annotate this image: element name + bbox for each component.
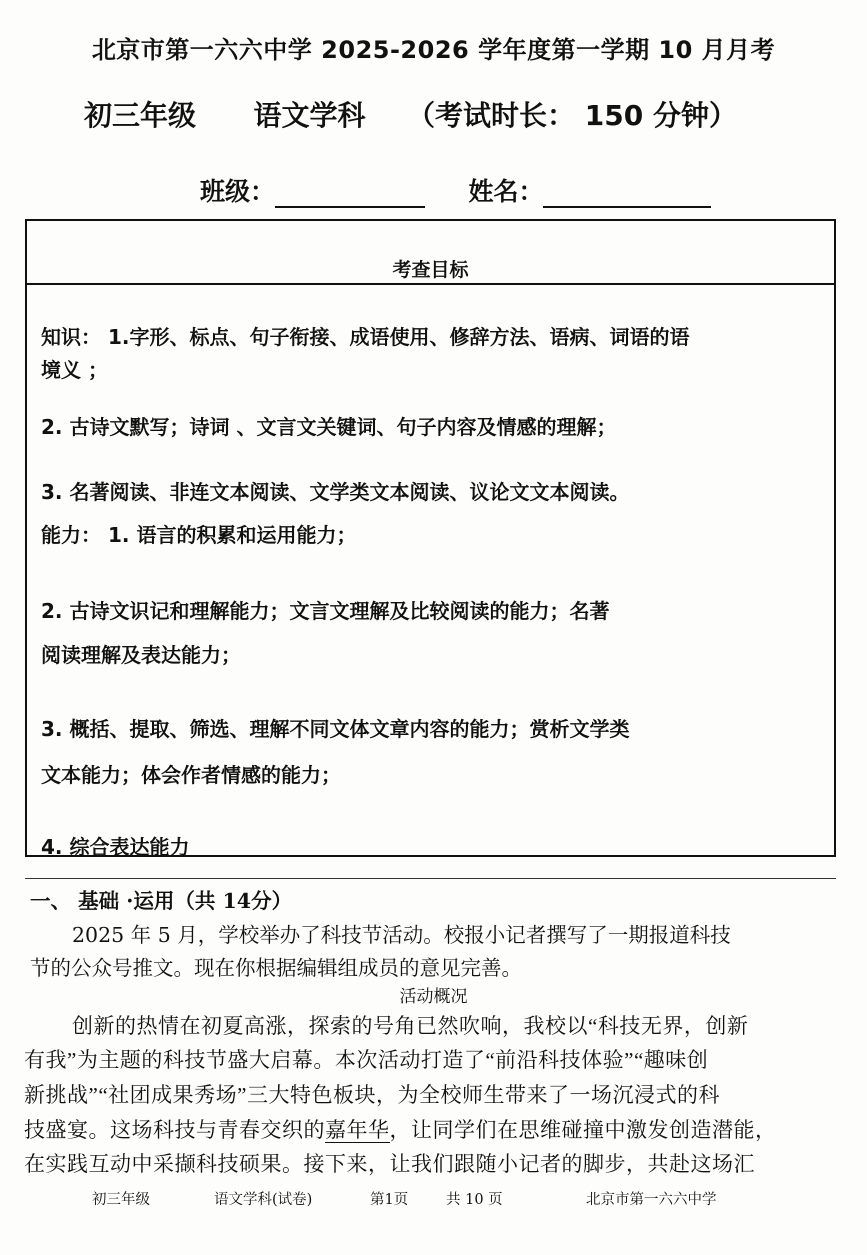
footer-total: 共 10 页 [446,1192,503,1208]
section-title: 一、 基础 ·运用（共 14分） [30,889,293,913]
objectives-header [27,221,834,285]
objective-line: 阅读理解及表达能力； [41,643,241,667]
exam-title: 北京市第一六六中学 2025-2026 学年度第一学期 10 月月考 [91,36,776,64]
objective-line: 3. 概括、提取、筛选、理解不同文体文章内容的能力；赏析文学类 [41,717,630,741]
footer-page: 第1页 [370,1192,409,1208]
footer-school: 北京市第一六六中学 [586,1192,717,1208]
article-text: ，让同学们在思维碰撞中激发创造潜能， [389,1118,777,1142]
class-blank[interactable] [275,180,425,208]
intro-line: 2025 年 5 月，学校举办了科技节活动。校报小记者撰写了一期报道科技 [72,923,731,947]
grade-label: 初三年级 [84,99,197,132]
name-label: 姓名： [468,177,544,206]
objective-line: 2. 古诗文识记和理解能力；文言文理解及比较阅读的能力；名著 [41,599,610,623]
article-line: 在实践互动中采撷科技硕果。接下来，让我们跟随小记者的脚步，共赴这场汇 [24,1152,755,1176]
objective-line: 知识： 1.字形、标点、句子衔接、成语使用、修辞方法、语病、词语的语 [41,325,690,349]
duration-label: （考试时长： 150 分钟） [407,99,737,132]
activity-subheading: 活动概况 [399,987,468,1007]
objective-line: 2. 古诗文默写；诗词 、文言文关键词、句子内容及情感的理解； [41,415,617,439]
footer-subject: 语文学科(试卷) [214,1192,313,1208]
underlined-term: 嘉年华 [325,1118,390,1142]
article-line: 创新的热情在初夏高涨，探索的号角已然吹响，我校以“科技无界，创新 [72,1014,749,1038]
objective-line: 境义 ； [41,358,108,382]
student-info [200,172,711,208]
objectives-heading: 考查目标 [392,259,469,281]
objective-line: 3. 名著阅读、非连文本阅读、文学类文本阅读、议论文文本阅读。 [41,480,630,504]
objective-line: 文本能力；体会作者情感的能力； [41,763,341,787]
objective-line: 能力： 1. 语言的积累和运用能力； [41,523,357,547]
intro-line: 节的公众号推文。现在你根据编辑组成员的意见完善。 [30,956,522,980]
subject-label: 语文学科 [253,99,366,132]
article-line: 有我”为主题的科技节盛大启幕。本次活动打造了“前沿科技体验”“趣味创 [24,1048,709,1072]
objectives-box [25,219,836,857]
section-divider [25,878,836,879]
name-blank[interactable] [543,180,711,208]
article-text: 技盛宴。这场科技与青春交织的 [24,1118,325,1142]
article-line [24,1114,777,1144]
article-line: 新挑战”“社团成果秀场”三大特色板块，为全校师生带来了一场沉浸式的科 [24,1083,720,1107]
class-label: 班级： [200,177,276,206]
objective-line: 4. 综合表达能力 [41,835,190,859]
footer-grade: 初三年级 [92,1192,150,1208]
exam-subtitle [84,94,737,134]
